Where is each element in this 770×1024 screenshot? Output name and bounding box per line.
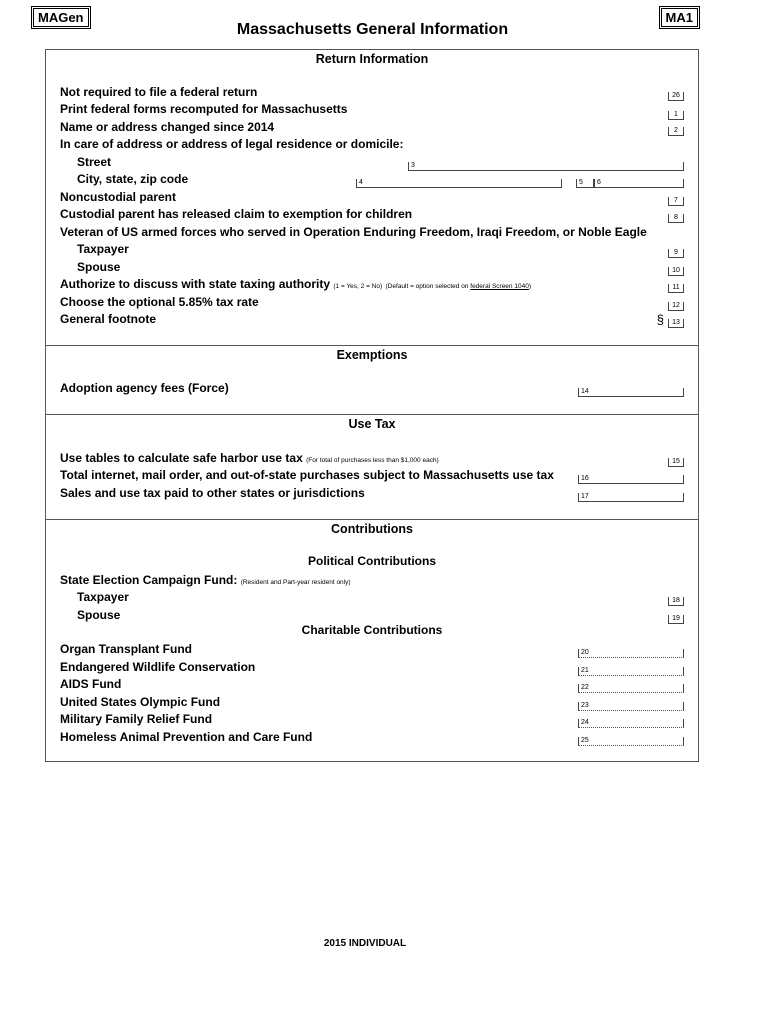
political-contributions-title: Political Contributions [308,554,436,568]
field-label: Spouse [77,260,121,274]
footer-label: 2015 INDIVIDUAL [323,938,407,949]
field-label: Veteran of US armed forces who served in Operation Enduring Freedom, Iraqi Freedom, or Noble Eagle [60,225,647,239]
military-fund-field[interactable]: 24 [578,719,684,728]
adoption-row [60,380,684,397]
field-label: Spouse [77,608,121,622]
footnote-row [60,311,684,328]
adoption-field[interactable]: 14 [578,388,684,397]
field-label: Custodial parent has released claim to exemption for children [60,207,413,221]
section-title: Exemptions [336,348,408,362]
wildlife-field[interactable]: 21 [578,667,684,676]
aids-fund-row [60,676,684,693]
form-code-right: MA1 [661,8,698,27]
form-code-left: MAGen [33,8,89,27]
sales-paid-row [60,485,684,502]
footnote-field[interactable]: 13 [668,319,684,328]
total-purchases-field[interactable]: 16 [578,475,684,484]
veteran-spouse-row [60,259,684,276]
field-label: Military Family Relief Fund [60,712,213,726]
field-label: Homeless Animal Prevention and Care Fund [60,730,313,744]
campaign-fund-note: (Resident and Part-year resident only) [240,579,351,586]
campaign-spouse-field[interactable]: 19 [668,615,684,624]
field-label: In care of address or address of legal residence or domicile: [60,137,404,151]
homeless-animal-field[interactable]: 25 [578,737,684,746]
homeless-animal-row [60,729,684,746]
veteran-taxpayer-field[interactable]: 9 [668,249,684,258]
field-label: City, state, zip code [77,172,189,186]
noncustodial-field[interactable]: 7 [668,197,684,206]
safe-harbor-row [60,450,684,467]
use-tax-section [45,414,699,520]
wildlife-row [60,659,684,676]
exemptions-section [45,345,699,415]
section-title: Return Information [315,52,429,66]
city-row [60,171,684,188]
veteran-row [60,224,684,241]
campaign-fund-row [60,572,684,589]
field-label: Name or address changed since 2014 [60,120,275,134]
contributions-section [45,519,699,762]
field-label: Organ Transplant Fund [60,642,193,656]
veteran-taxpayer-row [60,241,684,258]
zip-field[interactable]: 6 [594,179,684,188]
field-label: AIDS Fund [60,677,122,691]
name-changed-row [60,119,684,136]
sales-paid-field[interactable]: 17 [578,493,684,502]
state-field[interactable]: 5 [576,179,594,188]
not-required-row [60,84,684,101]
field-label: Sales and use tax paid to other states or jurisdictions [60,486,365,500]
optional-rate-row [60,294,684,311]
field-label [60,276,531,295]
field-label: Noncustodial parent [60,190,177,204]
field-label: Use tables to calculate safe harbor use tax (For total of purchases less than $1,000 each) [60,451,439,465]
not-required-field[interactable]: 26 [668,92,684,101]
street-field[interactable]: 3 [408,162,684,171]
campaign-taxpayer-field[interactable]: 18 [668,597,684,606]
print-federal-field[interactable]: 1 [668,111,684,120]
print-federal-row [60,101,684,118]
footnote-icon[interactable]: § [656,312,664,327]
field-label: Street [77,155,112,169]
olympic-fund-field[interactable]: 23 [578,702,684,711]
safe-harbor-field[interactable]: 15 [668,458,684,467]
optional-rate-field[interactable]: 12 [668,302,684,311]
authorize-field[interactable]: 11 [668,284,684,293]
field-label: Adoption agency fees (Force) [60,381,229,395]
section-title: Use Tax [348,417,396,431]
olympic-fund-row [60,694,684,711]
field-label: Print federal forms recomputed for Massachusetts [60,102,348,116]
field-label: General footnote [60,312,157,326]
noncustodial-row [60,189,684,206]
city-field[interactable]: 4 [356,179,562,188]
aids-fund-field[interactable]: 22 [578,684,684,693]
return-information-section [45,49,699,346]
charitable-contributions-title: Charitable Contributions [301,623,443,637]
field-label: State Election Campaign Fund: (Resident and Part-year resident only) [60,573,351,587]
total-purchases-row [60,467,684,484]
authorize-row [60,276,684,293]
organ-transplant-row [60,641,684,658]
authorize-label: Authorize to discuss with state taxing authority [60,277,331,291]
military-fund-row [60,711,684,728]
field-label: United States Olympic Fund [60,695,221,709]
field-label: Choose the optional 5.85% tax rate [60,295,259,309]
authorize-default-note: (Default = option selected on federal Screen 1040) [385,283,531,290]
page-title: Massachusetts General Information [236,21,509,38]
field-label: Not required to file a federal return [60,85,258,99]
campaign-spouse-row [60,607,684,624]
campaign-taxpayer-row [60,589,684,606]
street-row [60,154,684,171]
custodial-released-field[interactable]: 8 [668,214,684,223]
safe-harbor-note: (For total of purchases less than $1,000 each) [306,457,439,464]
custodial-released-row [60,206,684,223]
field-label: Taxpayer [77,590,129,604]
section-title: Contributions [331,522,413,536]
field-label: Endangered Wildlife Conservation [60,660,256,674]
name-changed-field[interactable]: 2 [668,127,684,136]
organ-transplant-field[interactable]: 20 [578,649,684,658]
authorize-note: (1 = Yes, 2 = No) [333,283,383,290]
in-care-of-row [60,136,684,153]
field-label: Total internet, mail order, and out-of-state purchases subject to Massachusetts use tax [60,468,554,482]
federal-screen-link[interactable]: federal Screen 1040 [470,283,529,290]
veteran-spouse-field[interactable]: 10 [668,267,684,276]
field-label: Taxpayer [77,242,129,256]
